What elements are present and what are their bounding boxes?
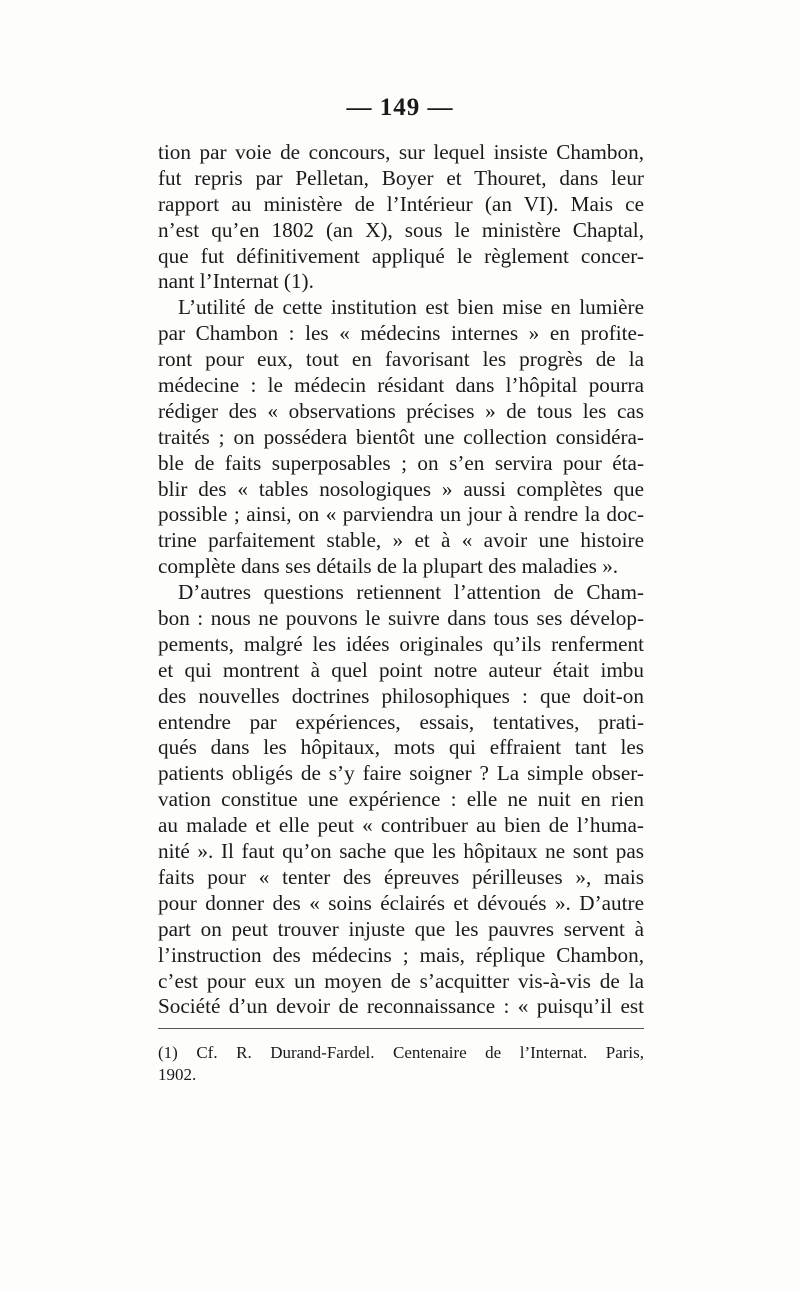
text-line: c’est pour eux un moyen de s’acquitter vis-à-vis de la [158, 968, 644, 993]
text-line: et qui montrent à quel point notre auteur était imbu [158, 657, 644, 682]
text-line: pour donner des « soins éclairés et dévoués ». D’autre [158, 890, 644, 915]
text-line: D’autres questions retiennent l’attention de Cham- [178, 580, 644, 605]
text-line: patients obligés de s’y faire soigner ? La simple obser- [158, 761, 644, 786]
text-line: vation constitue une expérience : elle ne nuit en rien [158, 787, 644, 812]
text-line: qués dans les hôpitaux, mots qui effraient tant les [158, 735, 644, 760]
text-line: l’instruction des médecins ; mais, réplique Chambon, [158, 942, 644, 967]
text-line: fut repris par Pelletan, Boyer et Thouret, dans leur [158, 165, 644, 190]
text-line: rapport au ministère de l’Intérieur (an VI). Mais ce [158, 191, 644, 216]
text-line: blir des « tables nosologiques » aussi complètes que [158, 476, 644, 501]
footnote [158, 1042, 644, 1086]
text-line: part on peut trouver injuste que les pauvres servent à [158, 916, 644, 941]
text-line: rédiger des « observations précises » de tous les cas [158, 398, 644, 423]
text-line: que fut définitivement appliqué le règlement concer- [158, 243, 644, 268]
text-line: possible ; ainsi, on « parviendra un jour à rendre la doc- [158, 502, 644, 527]
text-line: tion par voie de concours, sur lequel insiste Chambon, [158, 140, 644, 164]
text-line: Société d’un devoir de reconnaissance : « puisqu’il est [158, 994, 644, 1019]
footnote-line: (1) Cf. R. Durand-Fardel. Centenaire de l’Internat. Paris, [158, 1043, 644, 1062]
text-line: bon : nous ne pouvons le suivre dans tous ses dévelop- [158, 606, 644, 631]
text-line: trine parfaitement stable, » et à « avoir une histoire [158, 528, 644, 553]
text-line: au malade et elle peut « contribuer au bien de l’huma- [158, 813, 644, 838]
text-line: faits pour « tenter des épreuves périlleuses », mais [158, 864, 644, 889]
text-line: traités ; on possédera bientôt une collection considéra- [158, 424, 644, 449]
footnote-line: 1902. [158, 1065, 197, 1084]
text-line: pements, malgré les idées originales qu’ils renferment [158, 631, 644, 656]
text-line: nant l’Internat (1). [158, 269, 314, 294]
text-line: par Chambon : les « médecins internes » en profite- [158, 321, 644, 346]
body-text [158, 140, 644, 1020]
text-line: nité ». Il faut qu’on sache que les hôpitaux ne sont pas [158, 839, 644, 864]
text-line: ront pour eux, tout en favorisant les progrès de la [158, 347, 644, 372]
text-line: L’utilité de cette institution est bien mise en lumière [178, 295, 644, 320]
text-line: médecine : le médecin résidant dans l’hôpital pourra [158, 373, 644, 398]
text-line: complète dans ses détails de la plupart des maladies ». [158, 554, 619, 579]
page-number: — 149 — [346, 94, 454, 121]
text-line: entendre par expériences, essais, tentatives, prati- [158, 709, 644, 734]
text-line: des nouvelles doctrines philosophiques : que doit-on [158, 683, 644, 708]
text-line: ble de faits superposables ; on s’en servira pour éta- [158, 450, 644, 475]
footnote-divider [158, 1028, 644, 1029]
text-line: n’est qu’en 1802 (an X), sous le ministère Chaptal, [158, 217, 644, 242]
